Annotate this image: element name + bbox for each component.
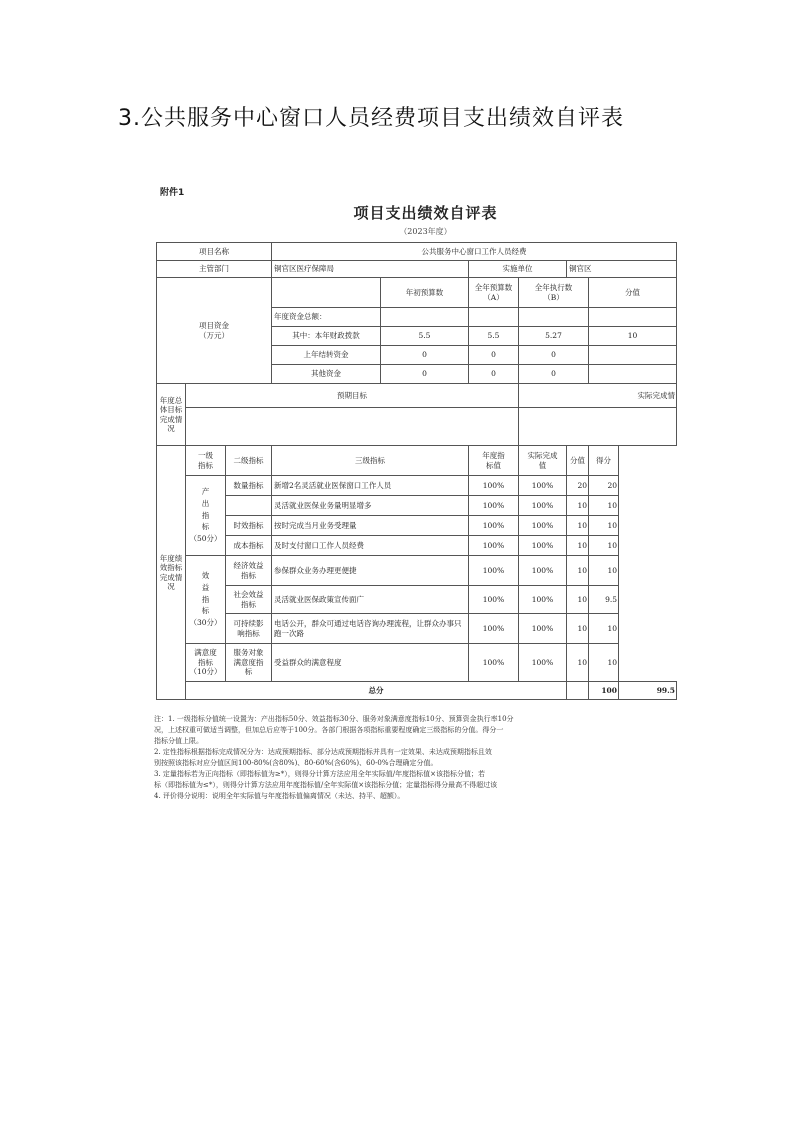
header-got: 得分 [589, 446, 619, 476]
table-row [157, 516, 677, 536]
table-row [157, 536, 677, 556]
impl-value: 铜官区 [567, 261, 677, 278]
level3-cell: 按时完成当月业务受理量 [272, 516, 469, 536]
header-level2: 二级指标 [226, 446, 272, 476]
table-row [157, 476, 677, 496]
funds-header-score: 分值 [589, 278, 677, 308]
table-row [157, 496, 677, 516]
level3-cell: 新增2名灵活就业医保窗口工作人员 [272, 476, 469, 496]
score-cell: 10 [567, 536, 589, 556]
header-actual: 实际完成 值 [519, 446, 567, 476]
note-line: 4. 评价得分说明：说明全年实际值与年度指标值偏离情况（未达、持平、超额）。 [154, 792, 405, 800]
level3-cell: 及时支付窗口工作人员经费 [272, 536, 469, 556]
form-title: 项目支出绩效自评表 [353, 204, 498, 222]
funds-cell: 0 [519, 346, 589, 365]
score-cell: 10 [567, 644, 589, 682]
document-title: 3.公共服务中心窗口人员经费项目支出绩效自评表 [118, 106, 624, 131]
level3-cell: 灵活就业医保政策宣传面广 [272, 586, 469, 614]
note-line: 别按照该指标对应分值区间100-80%(含80%)、80-60%(含60%)、60-0%合理确定分值。 [154, 759, 438, 767]
actual-cell: 100% [519, 496, 567, 516]
target-cell: 100% [469, 556, 519, 586]
actual-cell: 100% [519, 614, 567, 644]
total-blank [567, 682, 589, 700]
table-row [157, 644, 677, 682]
level2-cell: 时效指标 [226, 516, 272, 536]
note-line: 2. 定性指标根据指标完成情况分为：达成预期指标、部分达成预期指标并具有一定效果、未达成预期指标且效 [154, 748, 492, 756]
funds-header-annual: 全年预算数 （A） [469, 278, 519, 308]
target-cell: 100% [469, 536, 519, 556]
note-line: 况，上述权重可做适当调整，但加总后应等于100分。各部门根据各项指标重要程度确定三级指标的分值。得分一 [154, 726, 504, 734]
got-cell: 10 [589, 644, 619, 682]
level3-cell: 灵活就业医保业务量明显增多 [272, 496, 469, 516]
actual-cell: 100% [519, 516, 567, 536]
header-level1: 一级 指标 [186, 446, 226, 476]
row-goals-header [157, 384, 677, 408]
level2-cell: 数量指标 [226, 476, 272, 496]
goals-expected-text [186, 408, 519, 446]
note-line: 注：1. 一级指标分值统一设置为：产出指标50分、效益指标30分、服务对象满意度指标10分、预算资金执行率10分 [154, 715, 514, 723]
got-cell: 10 [589, 516, 619, 536]
score-cell: 10 [567, 496, 589, 516]
row-goals-body [157, 408, 677, 446]
funds-cell: 10 [589, 327, 677, 346]
row-funds-header [157, 278, 677, 308]
header-target: 年度指 标值 [469, 446, 519, 476]
scanned-form [148, 178, 675, 818]
self-evaluation-table [156, 242, 677, 700]
funds-cell [469, 308, 519, 327]
dept-label: 主管部门 [157, 261, 272, 278]
level2-cell: 成本指标 [226, 536, 272, 556]
got-cell: 9.5 [589, 586, 619, 614]
level1-benefit: 效 益 指 标 （30分） [186, 556, 226, 644]
funds-row-label: 上年结转资金 [272, 346, 381, 365]
actual-cell: 100% [519, 556, 567, 586]
impl-label: 实施单位 [469, 261, 567, 278]
note-line: 3. 定量指标若为正向指标（即指标值为≥*），则得分计算方法应用全年实际值/年度指标值×该指标分值；若 [154, 770, 485, 778]
funds-header-blank [272, 278, 381, 308]
funds-cell: 5.5 [381, 327, 469, 346]
score-cell: 20 [567, 476, 589, 496]
target-cell: 100% [469, 586, 519, 614]
note-line: 标（即指标值为≤*），则得分计算方法应用年度指标值/全年实际值×该指标分值；定量指标得分最高不得超过该 [154, 781, 498, 789]
funds-cell [589, 308, 677, 327]
got-cell: 10 [589, 614, 619, 644]
row-total [157, 682, 677, 700]
level2-cell [226, 496, 272, 516]
header-level3: 三级指标 [272, 446, 469, 476]
level1-output: 产 出 指 标 （50分） [186, 476, 226, 556]
dept-value: 铜官区医疗保障局 [272, 261, 469, 278]
indicators-section-label: 年度绩效指标完成情况 [157, 446, 186, 700]
funds-cell: 0 [381, 365, 469, 384]
funds-row-label: 年度资金总额： [272, 308, 381, 327]
funds-cell [381, 308, 469, 327]
row-indicator-header [157, 446, 677, 476]
row-project-name [157, 243, 677, 261]
attachment-label: 附件1 [160, 188, 185, 198]
goals-actual-label: 实际完成情 [519, 384, 677, 408]
got-cell: 20 [589, 476, 619, 496]
target-cell: 100% [469, 644, 519, 682]
total-got: 99.5 [619, 682, 677, 700]
level3-cell: 电话公开，群众可通过电话咨询办理流程，让群众办事只跑一次路 [272, 614, 469, 644]
goals-expected-label: 预期目标 [186, 384, 519, 408]
funds-cell: 0 [519, 365, 589, 384]
level3-cell: 受益群众的满意程度 [272, 644, 469, 682]
score-cell: 10 [567, 614, 589, 644]
got-cell: 10 [589, 556, 619, 586]
row-department [157, 261, 677, 278]
funds-cell: 0 [381, 346, 469, 365]
target-cell: 100% [469, 614, 519, 644]
goals-actual-text [519, 408, 677, 446]
funds-cell: 5.27 [519, 327, 589, 346]
goals-label: 年度总体目标完成情况 [157, 384, 186, 446]
note-line: 指标分值上限。 [154, 737, 203, 745]
header-score: 分值 [567, 446, 589, 476]
form-year: （2023年度） [399, 227, 452, 236]
level1-satisfaction: 满意度 指标 （10分） [186, 644, 226, 682]
table-row [157, 586, 677, 614]
score-cell: 10 [567, 516, 589, 536]
funds-cell: 0 [469, 346, 519, 365]
level2-cell: 可持续影 响指标 [226, 614, 272, 644]
project-name-label: 项目名称 [157, 243, 272, 261]
total-score: 100 [589, 682, 619, 700]
funds-row-label: 其中：本年财政拨款 [272, 327, 381, 346]
level3-cell: 参保群众业务办理更便捷 [272, 556, 469, 586]
level2-cell: 服务对象 满意度指 标 [226, 644, 272, 682]
target-cell: 100% [469, 516, 519, 536]
table-row [157, 614, 677, 644]
target-cell: 100% [469, 496, 519, 516]
funds-cell [589, 365, 677, 384]
table-row [157, 556, 677, 586]
level2-cell: 社会效益 指标 [226, 586, 272, 614]
funds-cell [519, 308, 589, 327]
actual-cell: 100% [519, 586, 567, 614]
notes [154, 714, 624, 802]
got-cell: 10 [589, 496, 619, 516]
actual-cell: 100% [519, 476, 567, 496]
project-name-value: 公共服务中心窗口工作人员经费 [272, 243, 677, 261]
funds-header-initial: 年初预算数 [381, 278, 469, 308]
funds-label: 项目资金 （万元） [157, 278, 272, 384]
target-cell: 100% [469, 476, 519, 496]
actual-cell: 100% [519, 644, 567, 682]
funds-cell [589, 346, 677, 365]
funds-cell: 5.5 [469, 327, 519, 346]
score-cell: 10 [567, 586, 589, 614]
funds-cell: 0 [469, 365, 519, 384]
funds-header-executed: 全年执行数 （B） [519, 278, 589, 308]
total-label: 总分 [186, 682, 567, 700]
funds-row-label: 其他资金 [272, 365, 381, 384]
actual-cell: 100% [519, 536, 567, 556]
score-cell: 10 [567, 556, 589, 586]
level2-cell: 经济效益 指标 [226, 556, 272, 586]
got-cell: 10 [589, 536, 619, 556]
